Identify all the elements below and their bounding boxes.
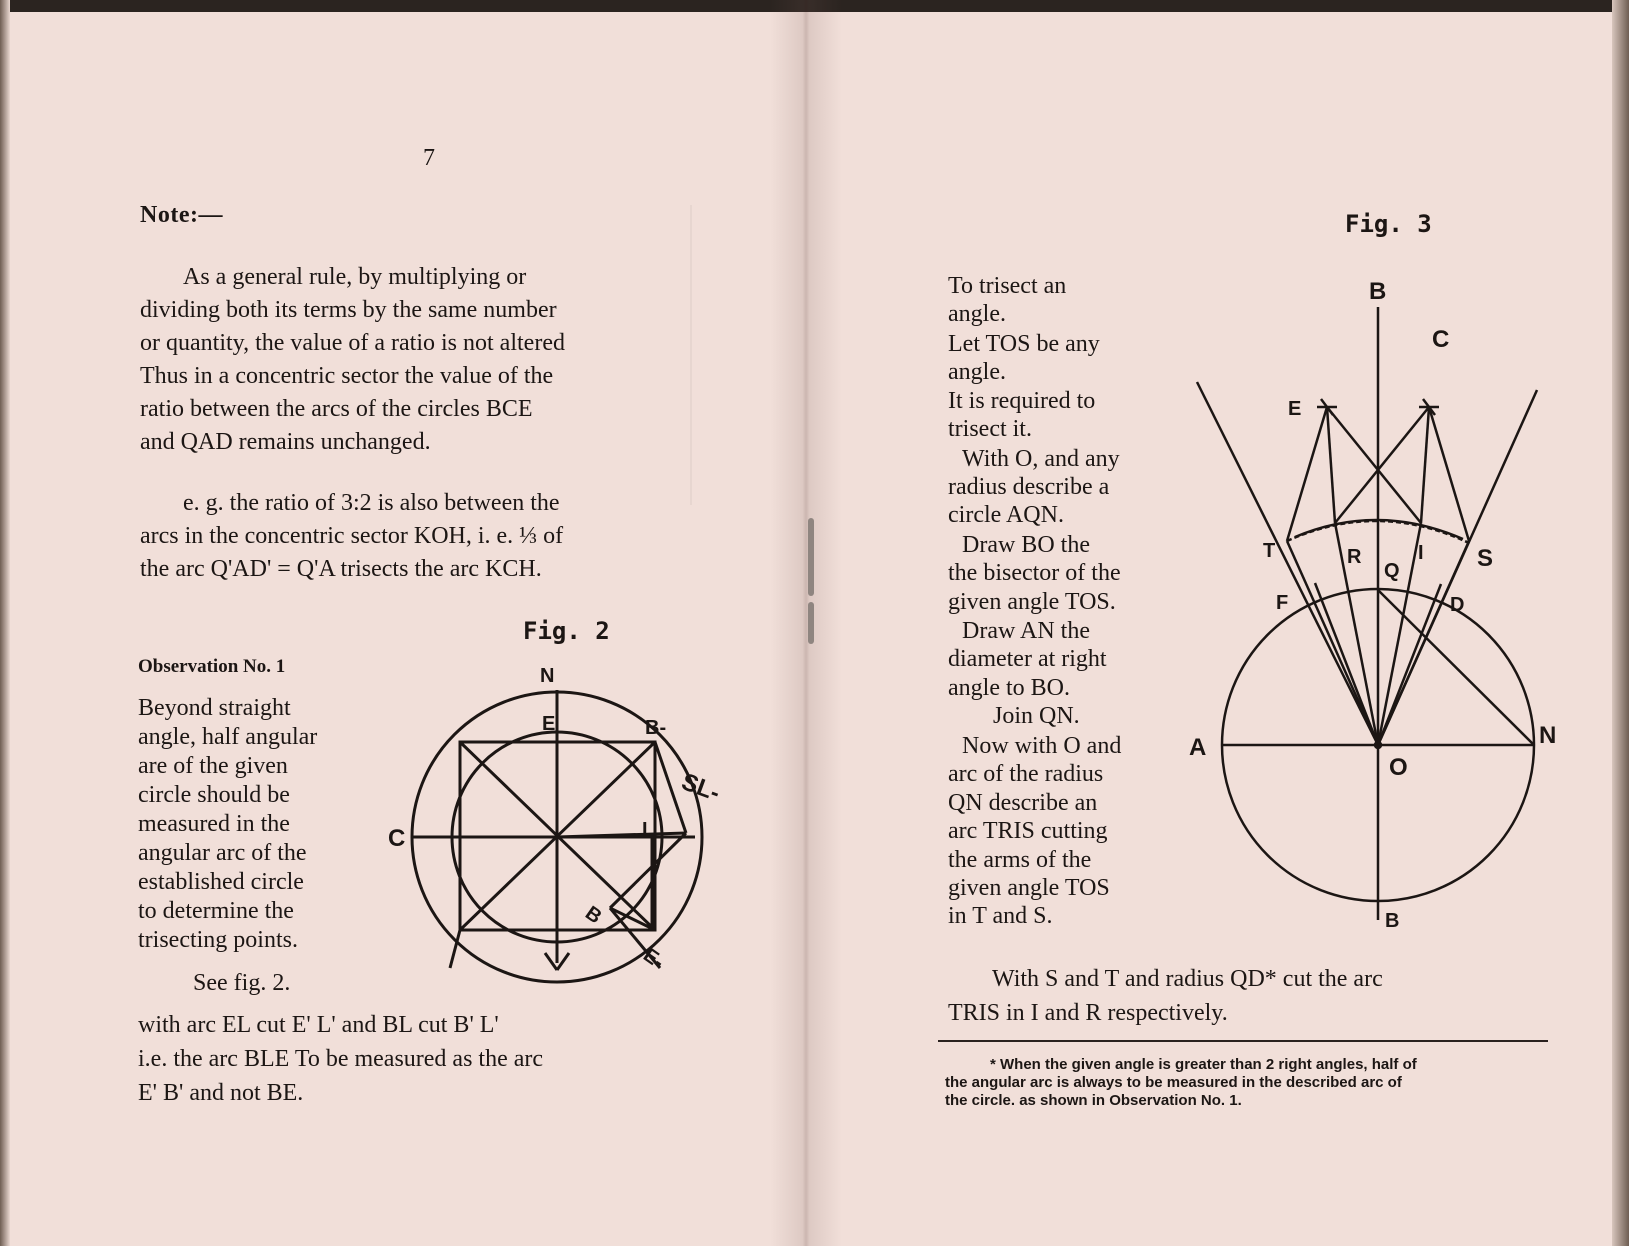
- text-line: Draw BO the: [962, 532, 1090, 558]
- label-t: T: [1263, 540, 1276, 562]
- right-page-edge: [1612, 0, 1629, 1246]
- text-line: in T and S.: [948, 903, 1053, 929]
- observation-line: Beyond straight: [138, 695, 291, 721]
- text-line: QN describe an: [948, 790, 1098, 816]
- line-ot: [1287, 541, 1378, 745]
- observation-line: angle, half angular: [138, 724, 318, 750]
- observation-line: established circle: [138, 869, 304, 895]
- paragraph-line: e. g. the ratio of 3:2 is also between the: [183, 490, 560, 516]
- fig-2-diagram: [388, 665, 760, 1008]
- footnote-line: the circle. as shown in Observation No. 1.: [945, 1092, 1242, 1109]
- text-line: the bisector of the: [948, 560, 1121, 586]
- closing-line: With S and T and radius QD* cut the arc: [992, 966, 1383, 992]
- closing-line: E' B' and not BE.: [138, 1080, 304, 1106]
- arrow-right: [557, 953, 569, 970]
- paragraph-line: ratio between the arcs of the circles BCE: [140, 396, 533, 422]
- line-te: [1287, 407, 1327, 541]
- label-n: N: [1539, 722, 1557, 749]
- text-line: radius describe a: [948, 474, 1110, 500]
- label-a: A: [1189, 734, 1207, 761]
- fig-2-label: Fig. 2: [523, 617, 610, 645]
- text-line: angle to BO.: [948, 675, 1070, 701]
- line-cr: [1335, 407, 1429, 523]
- footnote-line: the angular arc is always to be measured in the described arc of: [945, 1074, 1402, 1091]
- label-e: E: [542, 713, 556, 735]
- point-o: [1375, 742, 1381, 748]
- left-page-edge: [0, 0, 10, 1246]
- label-b-prime: B-: [645, 717, 667, 739]
- paragraph-line: Thus in a concentric sector the value of the: [140, 363, 554, 389]
- line-oi: [1378, 523, 1421, 745]
- paragraph-line: arcs in the concentric sector KOH, i. e. ⅓ of: [140, 523, 564, 549]
- text-line: Let TOS be any: [948, 331, 1100, 357]
- text-line: circle AQN.: [948, 502, 1064, 528]
- observation-title: Observation No. 1: [138, 656, 286, 677]
- label-c: C: [388, 825, 406, 852]
- label-s: S: [1477, 545, 1494, 572]
- note-heading: Note:—: [140, 202, 223, 228]
- label-d: D: [1450, 594, 1465, 616]
- line-of: [1315, 583, 1378, 745]
- paragraph-line: and QAD remains unchanged.: [140, 429, 431, 455]
- book-gutter: [770, 0, 842, 1246]
- label-c: C: [1432, 326, 1450, 353]
- paragraph-line: As a general rule, by multiplying or: [183, 264, 527, 290]
- text-line: arc of the radius: [948, 761, 1104, 787]
- paragraph-line: dividing both its terms by the same number: [140, 297, 557, 323]
- text-line: angle.: [948, 301, 1006, 327]
- text-line: Join QN.: [993, 703, 1080, 729]
- label-r: R: [1347, 546, 1362, 568]
- closing-line: i.e. the arc BLE To be measured as the arc: [138, 1046, 544, 1072]
- observation-line: measured in the: [138, 811, 290, 837]
- fig-3-diagram: [1185, 275, 1565, 935]
- observation-line: to determine the: [138, 898, 294, 924]
- observation-line: angular arc of the: [138, 840, 307, 866]
- line-er: [1327, 407, 1335, 523]
- text-line: the arms of the: [948, 847, 1092, 873]
- paragraph-line: or quantity, the value of a ratio is not altered: [140, 330, 565, 356]
- page-number: 7: [423, 145, 435, 171]
- paragraph-line: the arc Q'AD' = Q'A trisects the arc KCH.: [140, 556, 542, 582]
- label-e-prime: E-: [639, 944, 669, 974]
- arrow-left: [545, 953, 557, 970]
- label-sl: SL-: [677, 768, 724, 807]
- footnote-line: * When the given angle is greater than 2 right angles, half of: [990, 1056, 1417, 1073]
- label-b-top: B: [1369, 278, 1387, 305]
- line-ei: [1327, 407, 1421, 523]
- text-line: given angle TOS: [948, 875, 1110, 901]
- text-line: To trisect an: [948, 273, 1067, 299]
- binding-thread: [808, 518, 814, 596]
- closing-line: TRIS in I and R respectively.: [948, 1000, 1228, 1026]
- label-q: Q: [1384, 560, 1400, 582]
- fig-3-label: Fig. 3: [1345, 210, 1432, 238]
- label-l: L: [642, 819, 655, 841]
- label-n: N: [540, 665, 555, 687]
- text-line: Draw AN the: [962, 618, 1090, 644]
- text-line: angle.: [948, 359, 1006, 385]
- observation-line: are of the given: [138, 753, 288, 779]
- binding-thread-lower: [808, 602, 814, 644]
- label-b: B: [581, 902, 606, 929]
- label-e: E: [1288, 398, 1302, 420]
- text-line: given angle TOS.: [948, 589, 1116, 615]
- text-line: trisect it.: [948, 416, 1032, 442]
- line-ci: [1421, 407, 1429, 523]
- text-line: diameter at right: [948, 646, 1107, 672]
- see-fig-line: See fig. 2.: [193, 970, 291, 996]
- observation-line: trisecting points.: [138, 927, 298, 953]
- label-i: I: [1418, 542, 1424, 564]
- label-f: F: [1276, 592, 1289, 614]
- footnote-rule: [938, 1040, 1548, 1042]
- label-o: O: [1389, 754, 1408, 781]
- closing-line: with arc EL cut E' L' and BL cut B' L': [138, 1012, 499, 1038]
- chord: [610, 833, 686, 908]
- text-line: It is required to: [948, 388, 1096, 414]
- text-line: With O, and any: [962, 446, 1120, 472]
- label-b-bottom: B: [1385, 910, 1400, 932]
- line-sc: [1429, 407, 1469, 541]
- text-line: arc TRIS cutting: [948, 818, 1108, 844]
- bleed-through-lines: [690, 205, 752, 505]
- observation-line: circle should be: [138, 782, 290, 808]
- text-line: Now with O and: [962, 733, 1122, 759]
